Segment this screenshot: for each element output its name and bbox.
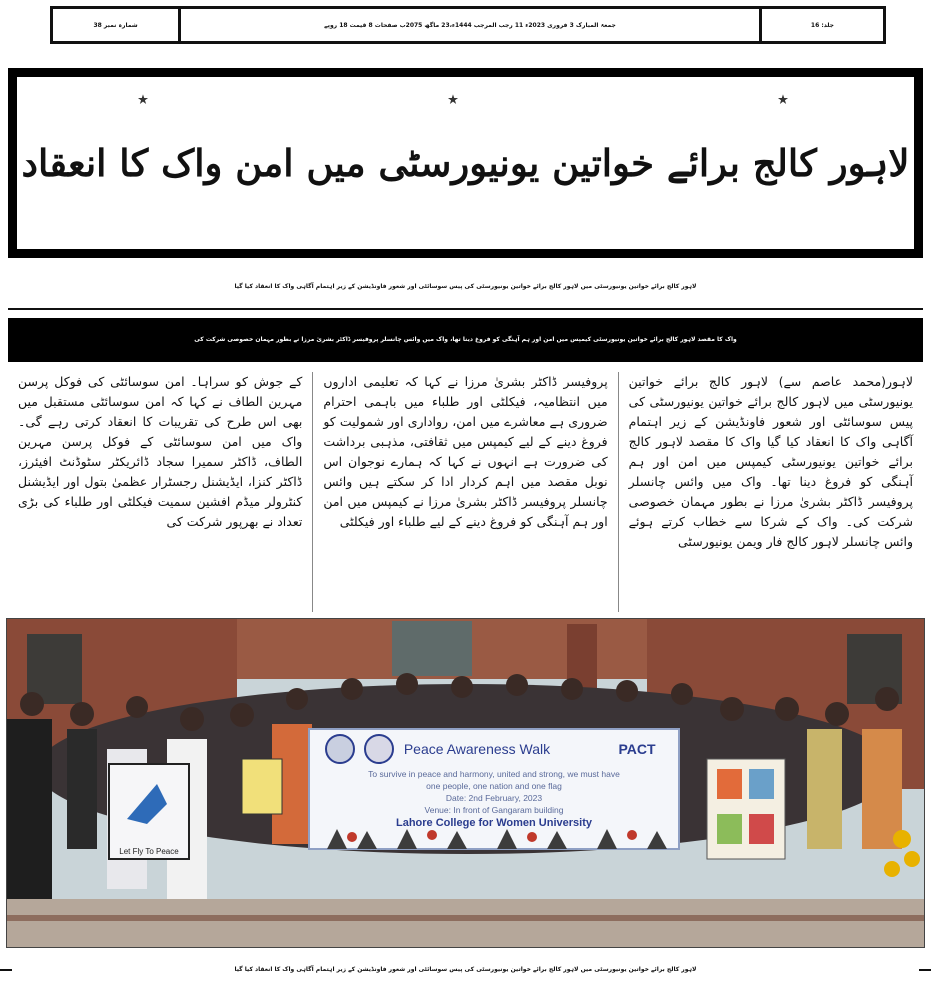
- volume-number: جلد: 16: [759, 9, 883, 41]
- caption-rule-left: [0, 969, 12, 971]
- article-column-1: لاہور(محمد عاصم سے) لاہور کالج برائے خواتین یونیورسٹی میں لاہور کالج برائے خواتین یونیورسٹی کی پیس سوسائٹی اور شعور فاونڈیشن کے زیر اہتمام آگاہی واک کا انعقاد کیا گیا واک کا مقصد لاہور کالج برائے خواتین یونیورسٹی کیمپس میں امن اور ہم آہنگی کو فروغ دینا تھا۔ واک میں وائس چانسلر پروفیسر ڈاکٹر بشریٰ مرزا نے بطور مہمان خصوصی شرکت کی۔ واک کے شرکا سے خطاب کرتے ہوئے وائس چانسلر لاہور کالج فار ویمن یونیورسٹی: [628, 374, 913, 549]
- banner-institution: Lahore College for Women University: [395, 817, 593, 829]
- headline-text: لاہور کالج برائے خواتین یونیورسٹی میں امن واک کا انعقاد: [21, 140, 910, 185]
- event-photo-drawing: [7, 619, 924, 947]
- headline-box: [8, 68, 923, 258]
- headline-ornament: ٭: [447, 87, 459, 112]
- subheadline: لاہور کالج برائے خواتین یونیورسٹی میں لاہور کالج برائے خواتین یونیورسٹی کی پیس سوسائٹی اور شعور فاونڈیشن کے زیر اہتمام آگاہی واک کا انعقاد کیا گیا: [8, 266, 923, 310]
- banner-line-3: Date: 2nd February, 2023: [445, 793, 543, 803]
- article-column-2: پروفیسر ڈاکٹر بشریٰ مرزا نے کہا کہ تعلیمی اداروں میں انتظامیہ، فیکلٹی اور طلباء میں باہمی احترام ضروری ہے معاشرے میں امن، رواداری اور شمولیت کو فروغ دینے کے لیے کیمپس میں ثقافتی، مذہبی برداشت کی ضرورت ہے انہوں نے کہا کہ ہمارے نوجوان اس نوبل مقصد میں اہم کردار ادا کر سکتے ہیں وائس چانسلر پروفیسر ڈاکٹر بشریٰ مرزا نے کیمپس میں امن اور ہم آہنگی کو فروغ دینے کے لیے طلباء اور فیکلٹی: [313, 372, 618, 612]
- article-column-3: کے جوش کو سراہا۔ امن سوسائٹی کی فوکل پرسن مہرین الطاف نے کہا کہ امن سوسائٹی مستقبل میں بھی اس طرح کی تقریبات کا انعقاد کرتی رہے گی۔ واک میں امن سوسائٹی کے فوکل پرسن مہرین الطاف، ڈاکٹر سمیرا سجاد ڈائریکٹر سٹوڈنٹ افیئرز، ڈاکٹر کنزا، ایڈیشنل رجسٹرار عظمیٰ بتول اور ایڈیشنل کنٹرولر میڈم افشین سمیت فیکلٹی اور طلباء کی بڑی تعداد نے بھرپور شرکت کی: [8, 372, 313, 612]
- headline-inner: [17, 77, 914, 249]
- issue-number: شمارہ نمبر 38: [93, 21, 138, 29]
- highlight-bar: واک کا مقصد لاہور کالج برائے خواتین یونیورسٹی کیمپس میں امن اور ہم آہنگی کو فروغ دینا تھا، واک میں وائس چانسلر پروفیسر ڈاکٹر بشریٰ مرزا نے بطور مہمان خصوصی شرکت کی: [8, 318, 923, 362]
- caption-rule-right: [919, 969, 931, 971]
- banner-line-4: Venue: In front of Gangaram building: [424, 805, 564, 815]
- banner-logo: PACT: [618, 741, 656, 757]
- headline-ornament: ٭: [777, 87, 789, 112]
- article-body: [8, 372, 923, 612]
- date-line: جمعۃ المبارک 3 فروری 2023ء 11 رجب المرجب 1444ء،23 ماگھ 2075ب صفحات 8 قیمت 18 روپے: [178, 9, 759, 41]
- event-photo: [6, 618, 925, 948]
- photo-caption: لاہور کالج برائے خواتین یونیورسٹی میں لاہور کالج برائے خواتین یونیورسٹی کی پیس سوسائٹی اور شعور فاونڈیشن کے زیر اہتمام آگاہی واک کا انعقاد کیا گیا: [234, 966, 697, 973]
- banner-line-2: one people, one nation and one flag: [426, 781, 562, 791]
- placard-text: Let Fly To Peace: [119, 847, 179, 856]
- banner-title: Peace Awareness Walk: [403, 741, 551, 757]
- headline-ornament: ٭: [137, 87, 149, 112]
- banner-line-1: To survive in peace and harmony, united and strong, we must have: [368, 769, 620, 779]
- masthead: [50, 6, 886, 44]
